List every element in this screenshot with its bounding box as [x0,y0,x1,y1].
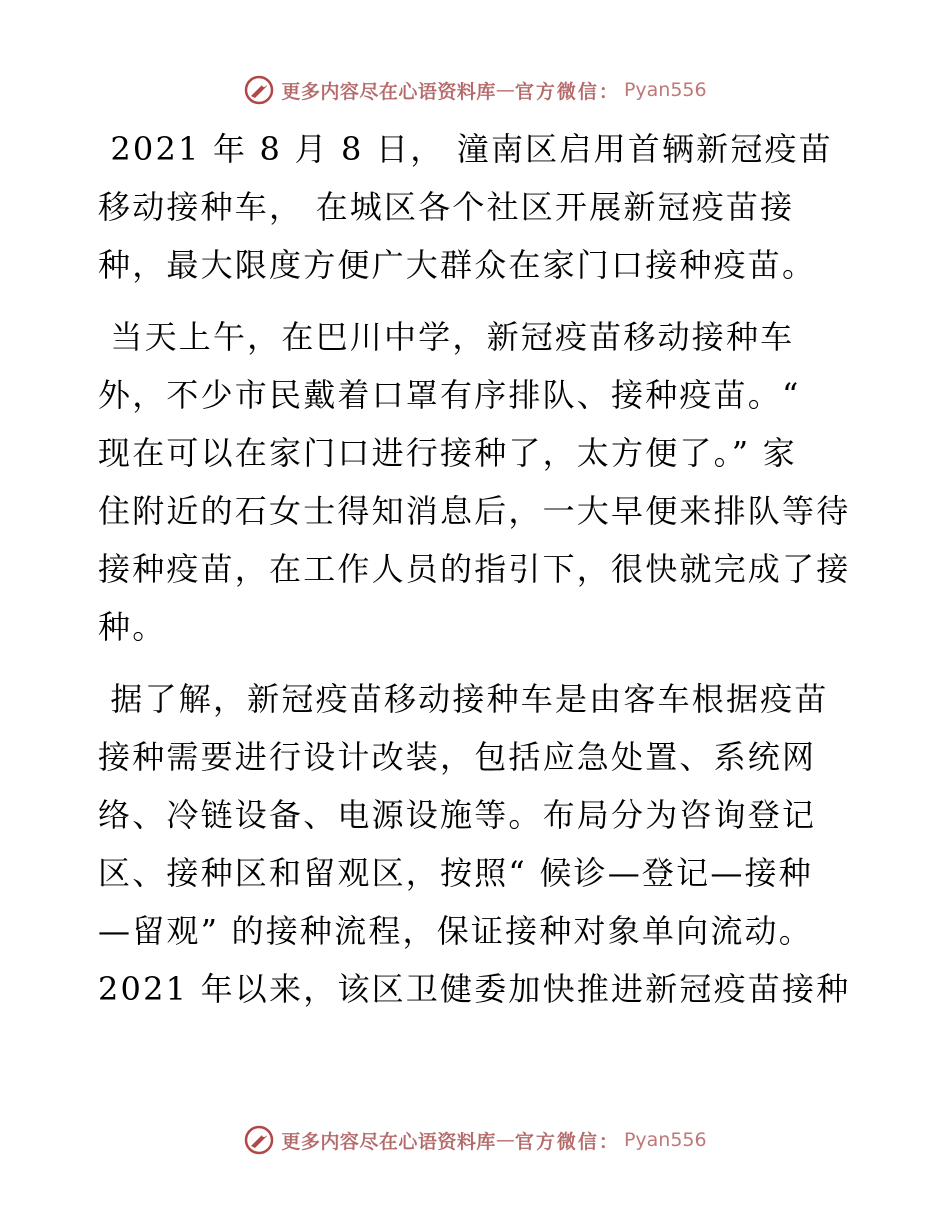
text-line: —留观” 的接种流程，保证接种对象单向流动。 [98,912,813,950]
header-separator: — [495,79,515,101]
text-line: 外，不少市民戴着口罩有序排队、接种疫苗。“ [98,376,801,414]
footer-main-text: 更多内容尽在心语资料库 [281,1130,496,1153]
pen-logo-icon [243,1124,275,1156]
text-line: 现在可以在家门口进行接种了，太方便了。” 家 [98,434,797,472]
paragraph-3 [98,670,858,1018]
article-body [98,120,858,1032]
paragraph-2 [98,308,858,656]
text-line: 络、冷链设备、电源设施等。布局分为咨询登记 [98,796,817,834]
footer-wechat-label: 官方微信： [514,1130,620,1153]
header-watermark [0,72,950,108]
header-main-text: 更多内容尽在心语资料库 [281,80,496,103]
footer-watermark [0,1122,950,1158]
header-wechat-label: 官方微信： [514,80,620,103]
text-line: 移动接种车， 在城区各个社区开展新冠疫苗接 [98,188,795,226]
text-line: 种。 [98,608,167,646]
pen-logo-icon [243,74,275,106]
footer-separator: — [495,1129,515,1151]
text-line: 种，最大限度方便广大群众在家门口接种疫苗。 [98,246,817,284]
text-line: 2021 年 8 月 8 日， 潼南区启用首辆新冠疫苗 [98,130,833,168]
paragraph-1 [98,120,858,294]
text-line: 接种需要进行设计改装，包括应急处置、系统网 [98,738,817,776]
header-wechat-id: Pyan556 [623,79,707,101]
text-line: 据了解，新冠疫苗移动接种车是由客车根据疫苗 [98,680,829,718]
text-line: 2021 年以来，该区卫健委加快推进新冠疫苗接种 [98,970,851,1008]
text-line: 住附近的石女士得知消息后，一大早便来排队等待 [98,492,851,530]
text-line: 当天上午，在巴川中学，新冠疫苗移动接种车 [98,318,795,356]
text-line: 区、接种区和留观区，按照“ 候诊—登记—接种 [98,854,813,892]
footer-wechat-id: Pyan556 [623,1129,707,1151]
text-line: 接种疫苗，在工作人员的指引下，很快就完成了接 [98,550,851,588]
